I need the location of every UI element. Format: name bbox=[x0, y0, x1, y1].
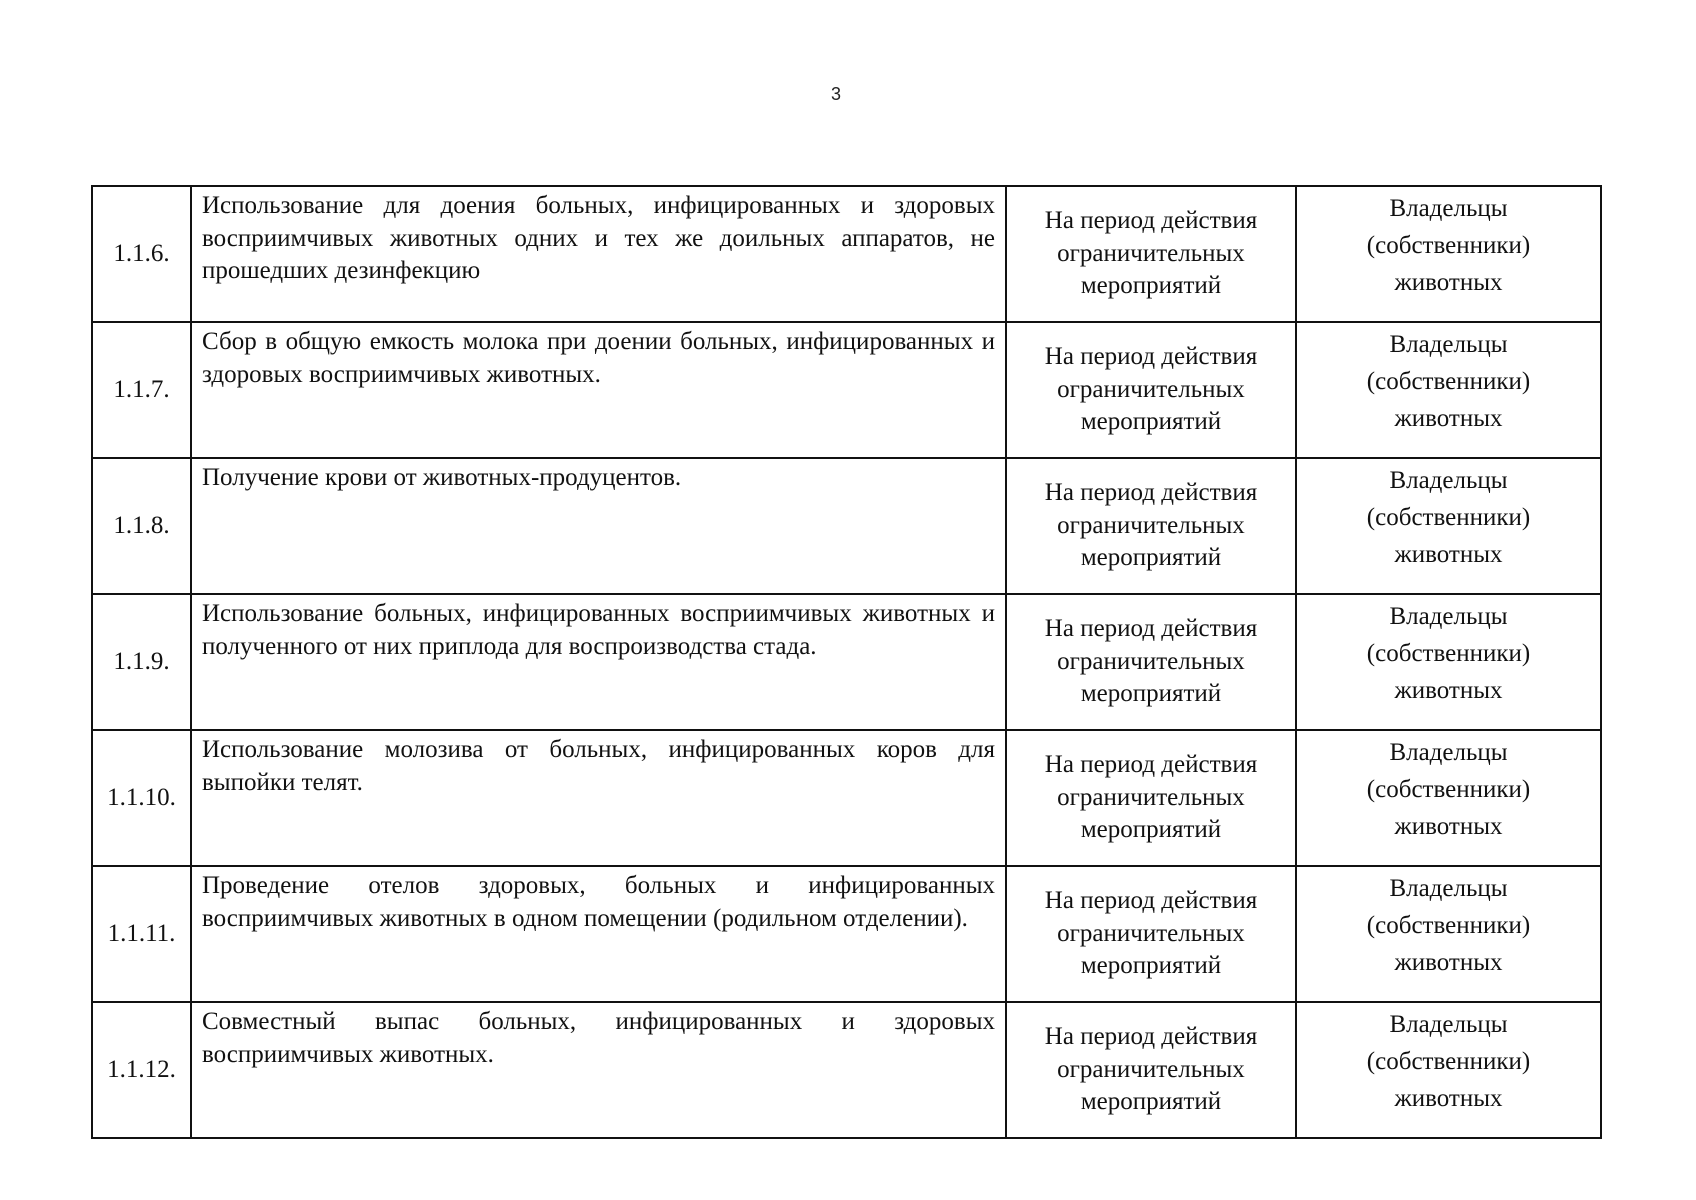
period-line: ограничительных bbox=[1057, 1055, 1245, 1083]
responsible-line: животных bbox=[1394, 949, 1503, 976]
item-period bbox=[1006, 1002, 1296, 1138]
responsible-line: животных bbox=[1394, 269, 1503, 296]
item-period bbox=[1006, 866, 1296, 1002]
period-line: ограничительных bbox=[1057, 511, 1245, 539]
responsible-line: Владельцы bbox=[1389, 603, 1508, 630]
item-number: 1.1.10. bbox=[92, 730, 191, 866]
item-responsible bbox=[1296, 186, 1601, 322]
item-number: 1.1.8. bbox=[92, 458, 191, 594]
period-line: На период действия bbox=[1044, 1023, 1258, 1051]
responsible-line: животных bbox=[1394, 677, 1503, 704]
responsible-line: (собственники) bbox=[1366, 912, 1531, 939]
period-line: мероприятий bbox=[1080, 1088, 1222, 1116]
responsible-line: Владельцы bbox=[1389, 1011, 1508, 1038]
period-line: мероприятий bbox=[1080, 680, 1222, 708]
responsible-line: Владельцы bbox=[1389, 195, 1508, 222]
table-row bbox=[92, 730, 1601, 866]
responsible-line: (собственники) bbox=[1366, 1048, 1531, 1075]
period-line: На период действия bbox=[1044, 615, 1258, 643]
responsible-line: (собственники) bbox=[1366, 640, 1531, 667]
item-description: Использование для доения больных, инфицированных и здоровых восприимчивых животных одних и тех же доильных аппаратов, не прошедших дезинфекцию bbox=[191, 186, 1006, 322]
item-responsible bbox=[1296, 458, 1601, 594]
item-period bbox=[1006, 186, 1296, 322]
item-number: 1.1.6. bbox=[92, 186, 191, 322]
table-row bbox=[92, 594, 1601, 730]
period-line: мероприятий bbox=[1080, 272, 1222, 300]
item-period bbox=[1006, 322, 1296, 458]
table-row bbox=[92, 186, 1601, 322]
responsible-line: животных bbox=[1394, 813, 1503, 840]
responsible-line: Владельцы bbox=[1389, 739, 1508, 766]
period-line: На период действия bbox=[1044, 887, 1258, 915]
item-description: Совместный выпас больных, инфицированных и здоровых восприимчивых животных. bbox=[191, 1002, 1006, 1138]
table-row bbox=[92, 866, 1601, 1002]
item-responsible bbox=[1296, 730, 1601, 866]
period-line: ограничительных bbox=[1057, 375, 1245, 403]
responsible-line: (собственники) bbox=[1366, 368, 1531, 395]
item-description: Получение крови от животных-продуцентов. bbox=[191, 458, 1006, 594]
item-number: 1.1.7. bbox=[92, 322, 191, 458]
item-responsible bbox=[1296, 594, 1601, 730]
item-number: 1.1.12. bbox=[92, 1002, 191, 1138]
period-line: ограничительных bbox=[1057, 919, 1245, 947]
period-line: мероприятий bbox=[1080, 408, 1222, 436]
table-row bbox=[92, 322, 1601, 458]
responsible-line: животных bbox=[1394, 405, 1503, 432]
responsible-line: (собственники) bbox=[1366, 504, 1531, 531]
item-description: Сбор в общую емкость молока при доении больных, инфицированных и здоровых восприимчивых животных. bbox=[191, 322, 1006, 458]
item-description: Проведение отелов здоровых, больных и инфицированных восприимчивых животных в одном помещении (родильном отделении). bbox=[191, 866, 1006, 1002]
item-responsible bbox=[1296, 322, 1601, 458]
period-line: ограничительных bbox=[1057, 783, 1245, 811]
period-line: ограничительных bbox=[1057, 647, 1245, 675]
period-line: На период действия bbox=[1044, 751, 1258, 779]
responsible-line: (собственники) bbox=[1366, 232, 1531, 259]
item-period bbox=[1006, 458, 1296, 594]
table-row bbox=[92, 458, 1601, 594]
period-line: На период действия bbox=[1044, 207, 1258, 235]
item-period bbox=[1006, 730, 1296, 866]
period-line: ограничительных bbox=[1057, 239, 1245, 267]
period-line: На период действия bbox=[1044, 343, 1258, 371]
item-number: 1.1.11. bbox=[92, 866, 191, 1002]
period-line: На период действия bbox=[1044, 479, 1258, 507]
responsible-line: Владельцы bbox=[1389, 875, 1508, 902]
page-number: 3 bbox=[830, 84, 841, 104]
responsible-line: животных bbox=[1394, 541, 1503, 568]
period-line: мероприятий bbox=[1080, 816, 1222, 844]
table-row bbox=[92, 1002, 1601, 1138]
period-line: мероприятий bbox=[1080, 544, 1222, 572]
responsible-line: (собственники) bbox=[1366, 776, 1531, 803]
responsible-line: Владельцы bbox=[1389, 467, 1508, 494]
item-period bbox=[1006, 594, 1296, 730]
responsible-line: животных bbox=[1394, 1085, 1503, 1112]
item-responsible bbox=[1296, 866, 1601, 1002]
item-description: Использование молозива от больных, инфицированных коров для выпойки телят. bbox=[191, 730, 1006, 866]
item-responsible bbox=[1296, 1002, 1601, 1138]
responsible-line: Владельцы bbox=[1389, 331, 1508, 358]
restrictions-table bbox=[91, 185, 1602, 1139]
item-number: 1.1.9. bbox=[92, 594, 191, 730]
item-description: Использование больных, инфицированных восприимчивых животных и полученного от них приплода для воспроизводства стада. bbox=[191, 594, 1006, 730]
period-line: мероприятий bbox=[1080, 952, 1222, 980]
